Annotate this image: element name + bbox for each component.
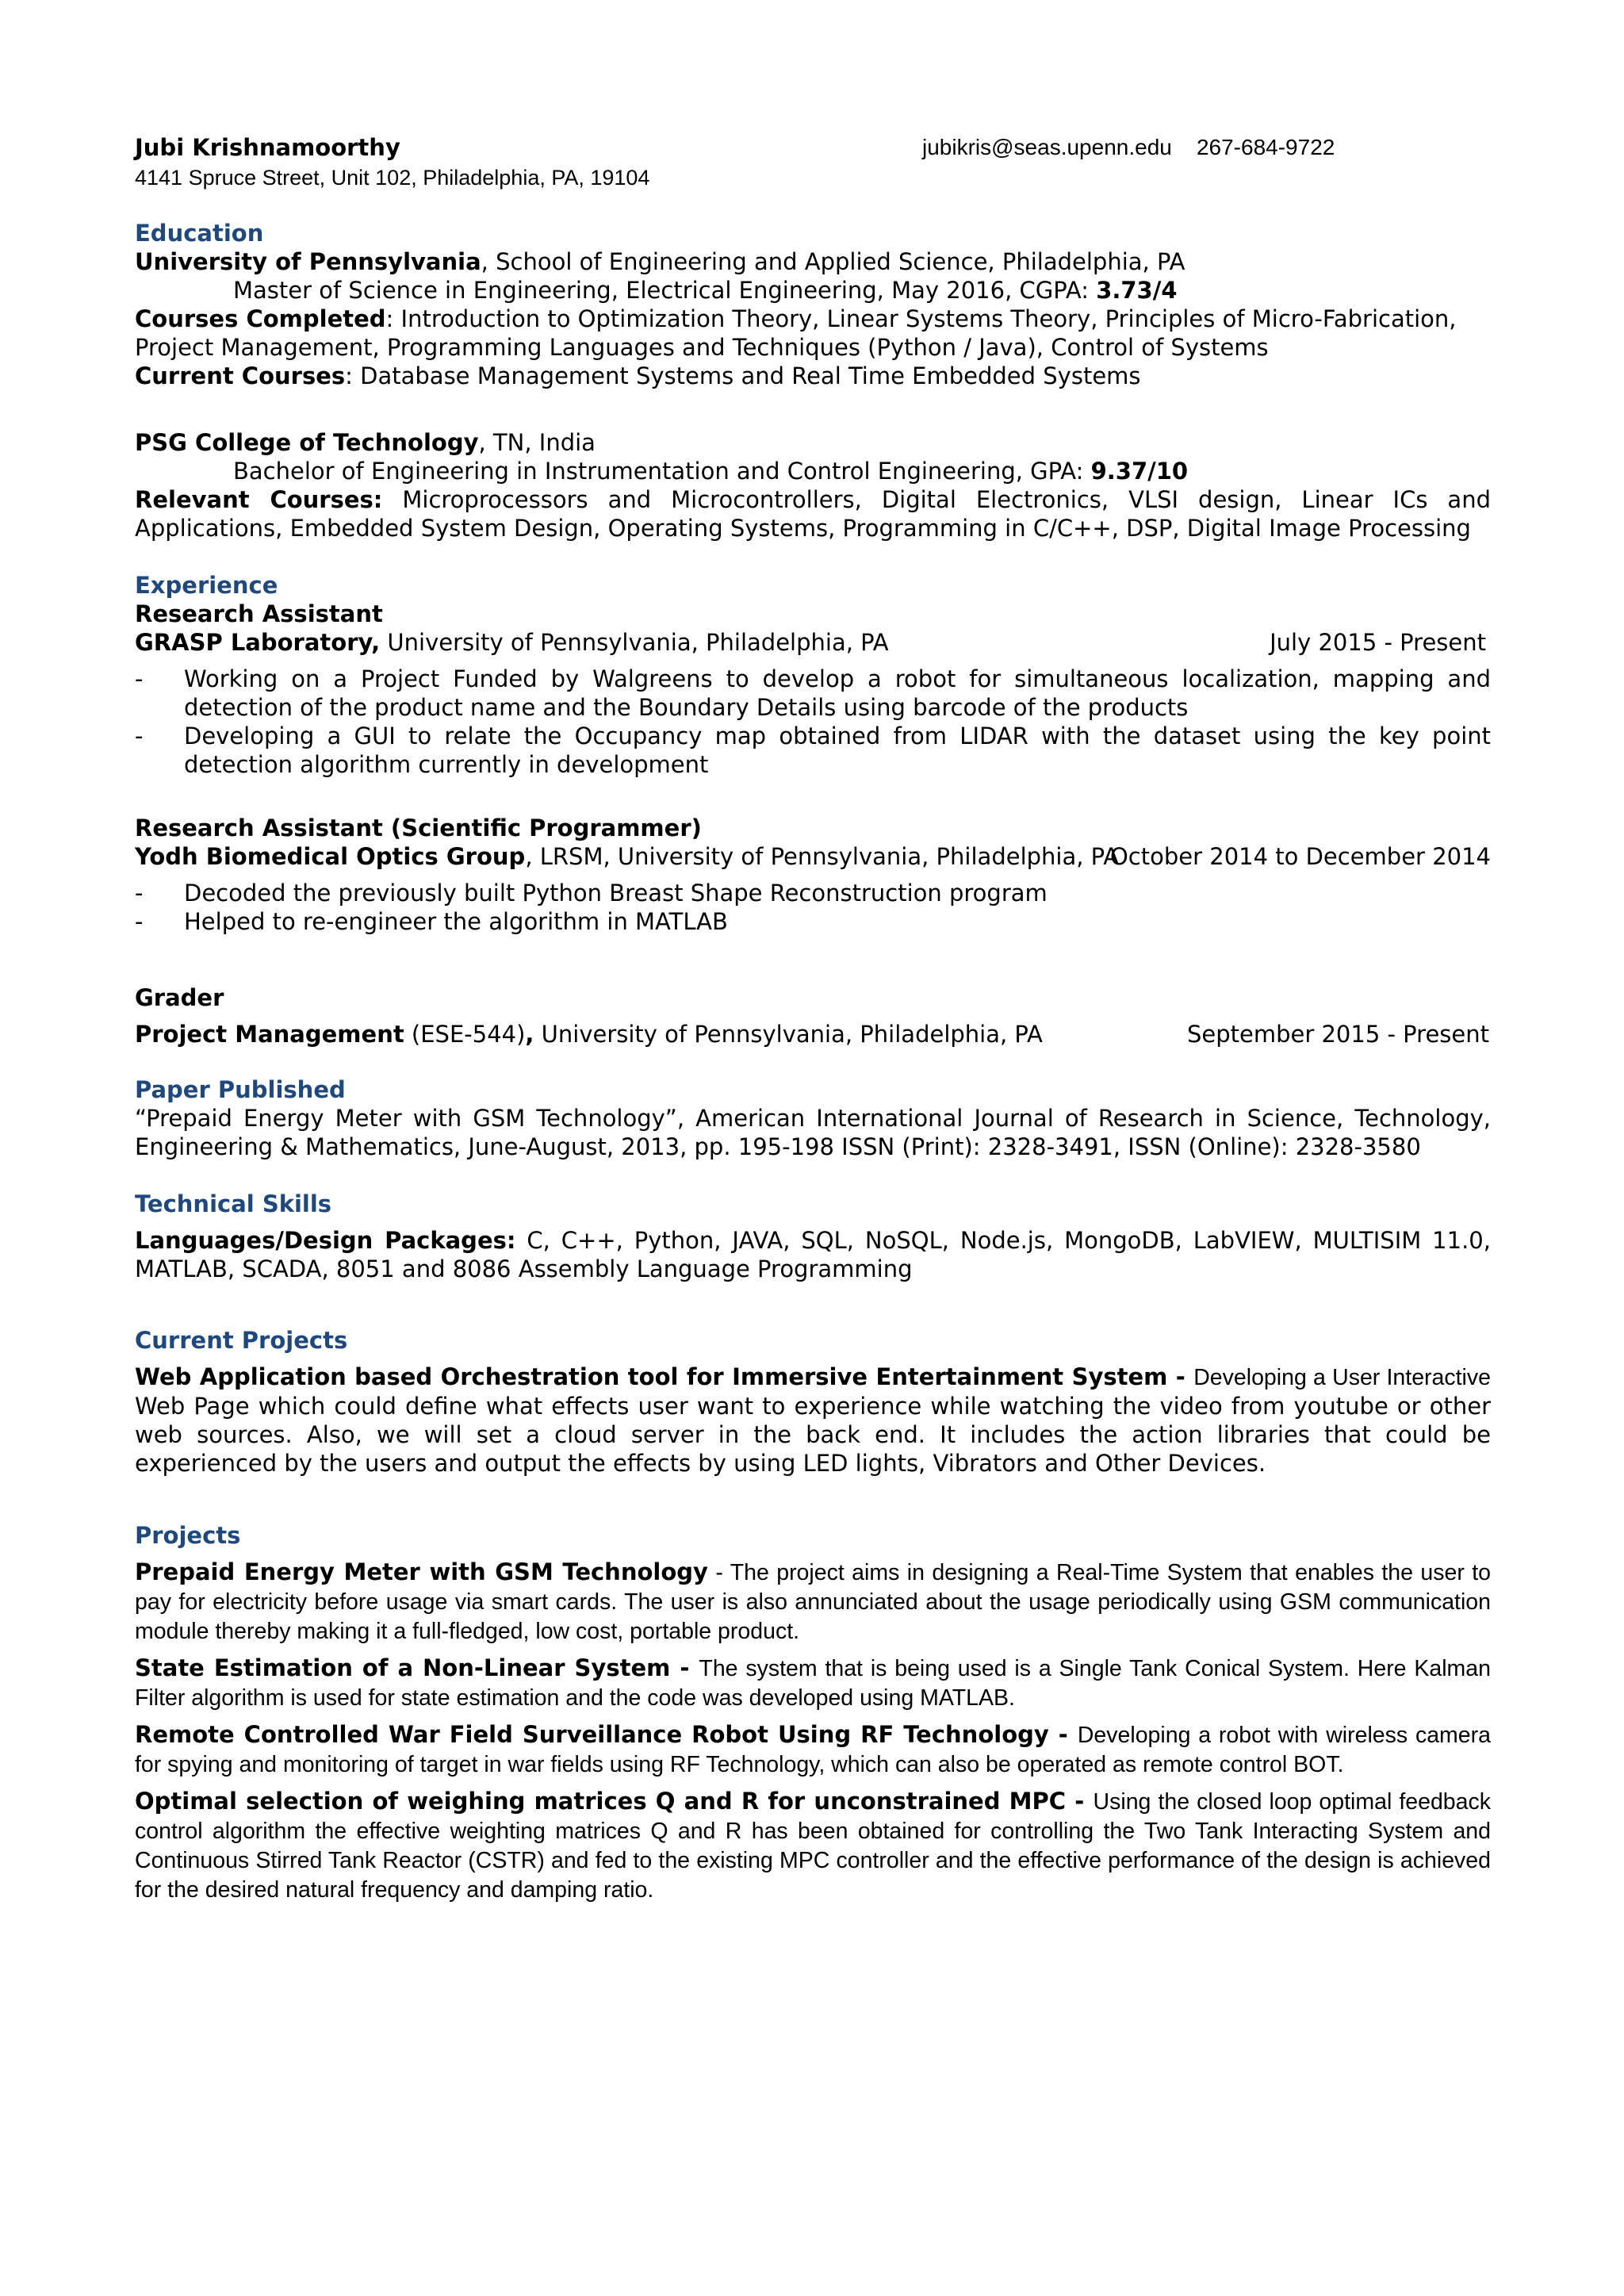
job-org-details: University of Pennsylvania, Philadelphia, PA	[380, 629, 889, 656]
current-project-lead: Developing a User Interactive	[1193, 1365, 1491, 1390]
bullet-text: Working on a Project Funded by Walgreens to develop a robot for simultaneous localization, mapping and detection of the product name and the Boundary Details using barcode of the products	[184, 665, 1491, 721]
bullet-dash: -	[135, 908, 144, 935]
bullet-dash: -	[135, 880, 144, 907]
project-text: Developing a robot with wireless camera for spying and monitoring of target in war fields using RF Technology, which can also be operated as remote control BOT.	[135, 1723, 1491, 1777]
current-courses-text: : Database Management Systems and Real Time Embedded Systems	[345, 362, 1141, 389]
job-org	[135, 629, 889, 656]
projects-heading: Projects	[135, 1522, 241, 1549]
current-projects-section	[135, 1326, 1491, 1478]
education-section	[135, 219, 1491, 390]
current-courses-label: Current Courses	[135, 362, 346, 389]
grader-row	[135, 1020, 1491, 1048]
current-project-item	[135, 1363, 1491, 1478]
grader-course-name: Project Management	[135, 1021, 404, 1048]
skills-list: C, C++, Python, JAVA, SQL, NoSQL, Node.js, MongoDB, LabVIEW, MULTISIM 11.0, MATLAB, SCADA, 8051 and 8086 Assembly Language Programming	[135, 1227, 1491, 1282]
penn-courses-completed	[135, 305, 1491, 362]
list-item	[135, 665, 1491, 722]
job-org-name: GRASP Laboratory,	[135, 629, 381, 656]
bullet-dash: -	[135, 665, 144, 692]
project-item	[135, 1720, 1491, 1779]
courses-completed-label: Courses Completed	[135, 305, 386, 332]
project-sep: -	[707, 1560, 730, 1585]
psg-school-name: PSG College of Technology	[135, 429, 479, 456]
psg-block	[135, 428, 1491, 542]
job-org-name: Yodh Biomedical Optics Group	[135, 843, 526, 870]
project-title: Optimal selection of weighing matrices Q and R for unconstrained MPC -	[135, 1788, 1094, 1815]
penn-current-courses	[135, 362, 1491, 390]
job-title: Research Assistant	[135, 600, 383, 627]
experience-section	[135, 571, 1491, 779]
bullet-text: Developing a GUI to relate the Occupancy map obtained from LIDAR with the dataset using the key point detection algorithm currently in development	[184, 723, 1491, 778]
paper-citation: “Prepaid Energy Meter with GSM Technology”, American International Journal of Research in Science, Technology, Engineering & Mathematics, June-August, 2013, pp. 195-198 ISSN (Print): 2328-3491, ISSN (Online): 2328-3580	[135, 1105, 1491, 1160]
current-project-title: Web Application based Orchestration tool for Immersive Entertainment System -	[135, 1363, 1194, 1390]
bullet-dash: -	[135, 723, 144, 749]
job-dates: October 2014 to December 2014	[1109, 843, 1491, 870]
paper-section	[135, 1075, 1491, 1161]
relevant-courses-text: Microprocessors and Microcontrollers, Digital Electronics, VLSI design, Linear ICs and Applications, Embedded System Design, Operating Systems, Programming in C/C++, DSP, Digital Image Processing	[135, 486, 1491, 542]
list-item	[135, 879, 1491, 907]
penn-degree: Master of Science in Engineering, Electrical Engineering, May 2016, CGPA:	[233, 277, 1097, 304]
project-text: The system that is being used is a Single Tank Conical System. Here Kalman Filter algorithm is used for state estimation and the code was developed using MATLAB.	[135, 1656, 1491, 1711]
skills-heading: Technical Skills	[135, 1190, 332, 1217]
grader-org: University of Pennsylvania, Philadelphia, PA	[534, 1021, 1043, 1048]
psg-school-line	[135, 428, 1491, 457]
penn-school-details: , School of Engineering and Applied Science, Philadelphia, PA	[481, 248, 1185, 275]
relevant-courses-label: Relevant Courses:	[135, 486, 383, 513]
paper-heading: Paper Published	[135, 1076, 346, 1103]
grader-comma: ,	[525, 1021, 534, 1048]
grader-dates: September 2015 - Present	[1186, 1021, 1489, 1048]
job-org-details: , LRSM, University of Pennsylvania, Philadelphia, PA	[525, 843, 1120, 870]
psg-gpa: 9.37/10	[1090, 458, 1189, 485]
job-org	[135, 843, 1119, 870]
project-title: Prepaid Energy Meter with GSM Technology	[135, 1558, 708, 1585]
project-title: State Estimation of a Non-Linear System -	[135, 1654, 699, 1681]
skills-section	[135, 1190, 1491, 1283]
grader-course-code: (ESE-544)	[404, 1021, 526, 1048]
skills-text	[135, 1226, 1491, 1283]
job-block-yodh	[135, 814, 1491, 936]
project-item	[135, 1558, 1491, 1646]
job-org-row	[135, 628, 1491, 657]
job-title: Research Assistant (Scientific Programmer)	[135, 815, 702, 841]
contact-line	[922, 133, 1335, 162]
project-text: Using the closed loop optimal feedback control algorithm the effective weighting matrices Q and R has been obtained for controlling the Two Tank Interacting System and Continuous Stirred Tank Reactor (CSTR) and fed to the existing MPC controller and the effective performance of the design is achieved for the desired natural frequency and damping ratio.	[135, 1789, 1491, 1903]
courses-completed-text: : Introduction to Optimization Theory, Linear Systems Theory, Principles of Micro-Fabrication, Project Management, Programming Languages and Techniques (Python / Java), Control of Systems	[135, 305, 1457, 361]
skills-label: Languages/Design Packages:	[135, 1227, 516, 1254]
list-item	[135, 722, 1491, 779]
psg-degree: Bachelor of Engineering in Instrumentation and Control Engineering, GPA:	[233, 458, 1091, 485]
psg-relevant-courses	[135, 485, 1491, 542]
project-text: The project aims in designing a Real-Time System that enables the user to pay for electricity before usage via smart cards. The user is also annunciated about the usage periodically using GSM communication module thereby making it a full-fledged, low cost, portable product.	[135, 1560, 1491, 1644]
penn-gpa: 3.73/4	[1096, 277, 1178, 304]
email-link[interactable]: jubikris@seas.upenn.edu	[922, 135, 1172, 159]
project-title: Remote Controlled War Field Surveillance Robot Using RF Technology -	[135, 1721, 1078, 1748]
address: 4141 Spruce Street, Unit 102, Philadelphia, PA, 19104	[135, 166, 650, 190]
current-projects-heading: Current Projects	[135, 1327, 348, 1354]
penn-school-line	[135, 247, 1491, 276]
grader-title: Grader	[135, 984, 224, 1011]
job-org-row	[135, 842, 1491, 871]
grader-course	[135, 1021, 1043, 1048]
projects-section	[135, 1521, 1491, 1904]
list-item	[135, 907, 1491, 936]
education-heading: Education	[135, 220, 264, 247]
project-item	[135, 1787, 1491, 1904]
psg-degree-line	[135, 457, 1491, 485]
penn-degree-line	[135, 276, 1491, 305]
job-dates: July 2015 - Present	[1270, 629, 1486, 656]
psg-school-details: , TN, India	[478, 429, 596, 456]
candidate-name: Jubi Krishnamoorthy	[135, 134, 400, 161]
bullet-text: Helped to re-engineer the algorithm in MATLAB	[184, 908, 728, 935]
phone-number: 267-684-9722	[1196, 135, 1335, 159]
current-project-text: Web Page which could define what effects user want to experience while watching the video from youtube or other web sources. Also, we will set a cloud server in the back end. It includes the action libraries that could be experienced by the users and output the effects by using LED lights, Vibrators and Other Devices.	[135, 1393, 1491, 1477]
grader-block	[135, 983, 1491, 1048]
project-item	[135, 1654, 1491, 1712]
bullet-text: Decoded the previously built Python Breast Shape Reconstruction program	[184, 880, 1048, 907]
experience-heading: Experience	[135, 572, 278, 599]
penn-school-name: University of Pennsylvania	[135, 248, 481, 275]
